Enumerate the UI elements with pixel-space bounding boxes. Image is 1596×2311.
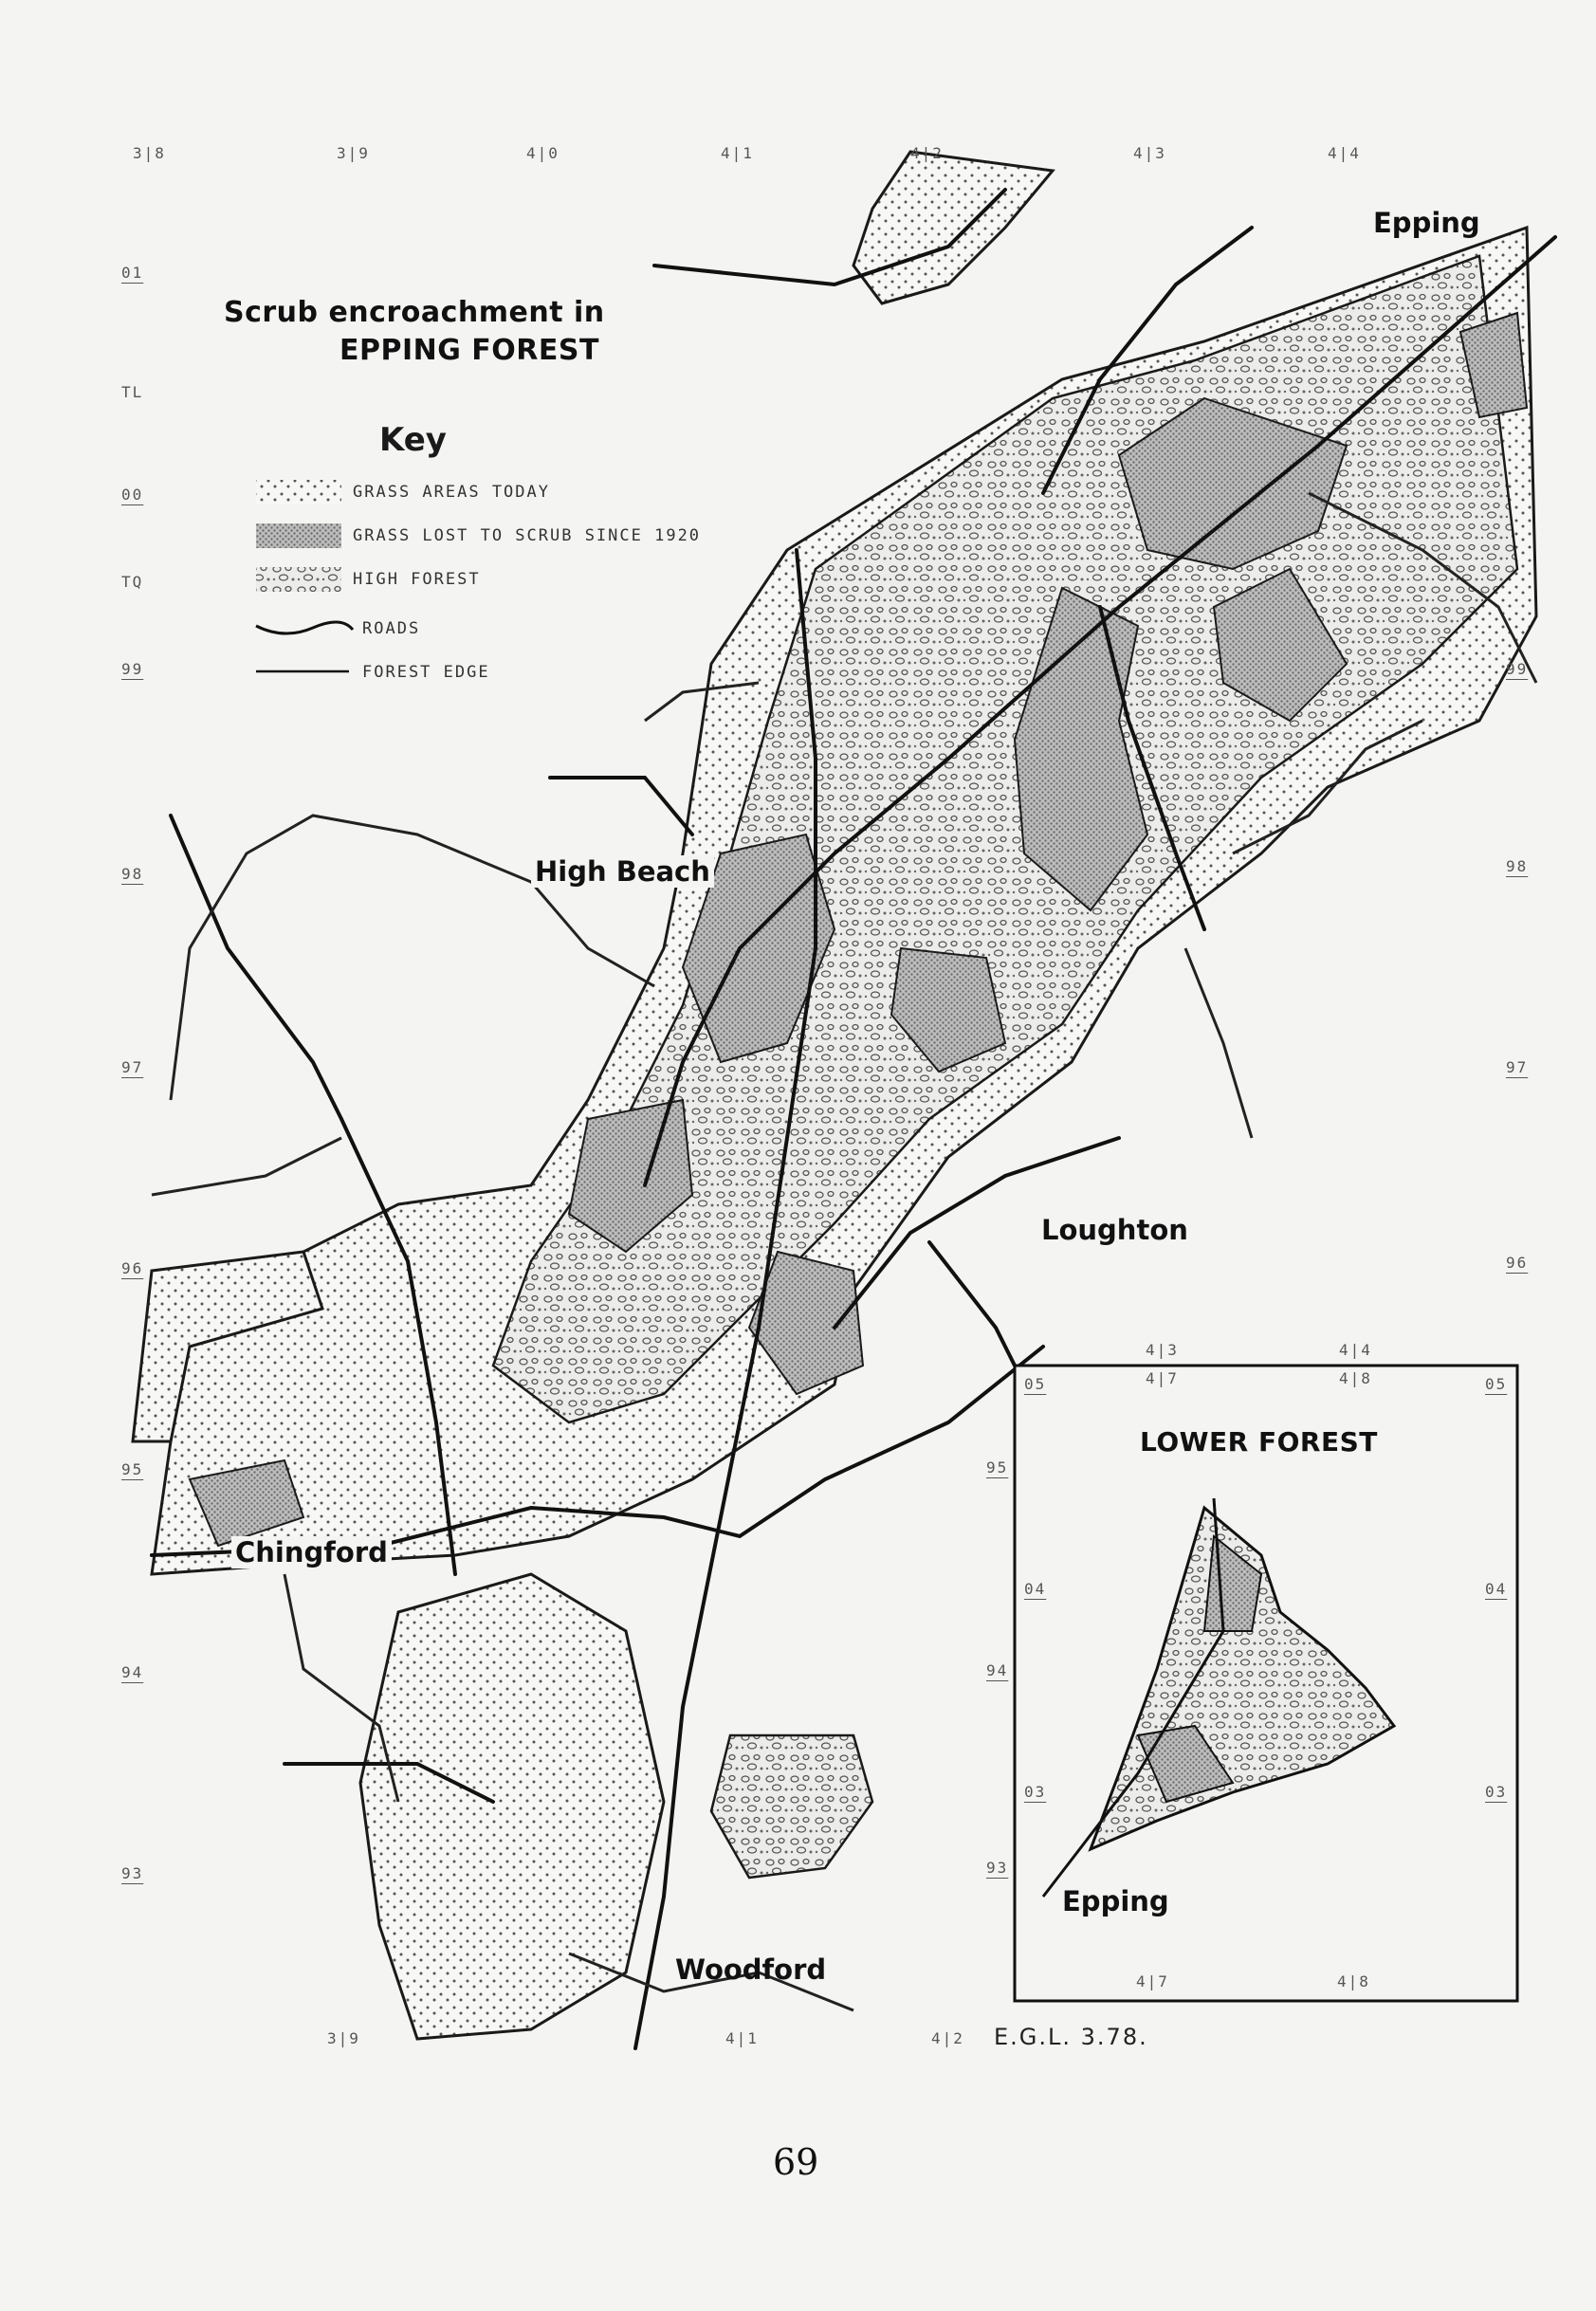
key-item-scrub [256,522,701,550]
inset-title: LOWER FOREST [1140,1426,1378,1458]
grid-ref-bottom: 4|2 [931,2029,964,2047]
grid-ref-bottom: 4|1 [725,2029,759,2047]
inset-grid-top-inner: 4|7 [1146,1369,1179,1387]
grid-ref-top: 4|2 [910,144,944,162]
inset-grid-right: 05 [1485,1375,1508,1393]
inset-grid-top-inner: 4|8 [1339,1369,1372,1387]
inset-grid-left-inner: 04 [1024,1580,1047,1598]
key-label: GRASS LOST TO SCRUB SINCE 1920 [353,526,702,545]
grid-ref-left: 01 [121,264,144,282]
forest-edge [1185,948,1252,1138]
inset-grid-left-outer: 94 [986,1661,1009,1679]
grid-ref-left: 94 [121,1663,144,1681]
inset-grid-left-outer: 95 [986,1458,1009,1476]
grid-ref-top: 4|0 [526,144,560,162]
grid-ref-left: 93 [121,1864,144,1882]
pebble-pattern-icon [256,567,341,592]
grid-ref-left: 95 [121,1460,144,1478]
inset-grid-top-outer: 4|3 [1146,1341,1179,1359]
inset-grid-left-outer: 93 [986,1859,1009,1877]
place-label-woodford: Woodford [675,1953,827,1986]
road [929,1242,1024,1385]
stipple-icon [256,480,341,504]
grid-ref-top: 4|1 [721,144,754,162]
curved-line-icon [256,616,351,641]
inset-grid-top-outer: 4|4 [1339,1341,1372,1359]
key-title: Key [379,421,447,459]
grid-ref-left: 99 [121,660,144,678]
map-title-line1: Scrub encroachment in [224,296,605,329]
dense-stipple-icon [256,523,341,548]
grid-ref-left: 00 [121,486,144,504]
key-label: HIGH FOREST [353,570,481,589]
grass-area-south [360,1574,664,2039]
inset-grid-left-inner: 03 [1024,1783,1047,1801]
road [171,816,341,1119]
grid-ref-bottom: 3|9 [327,2029,360,2047]
grid-ref-right: 96 [1506,1254,1529,1272]
grid-ref-left: 96 [121,1259,144,1277]
key-label: GRASS AREAS TODAY [353,483,550,502]
key-item-grass [256,478,550,506]
key-item-forest [256,565,481,594]
road [550,778,692,835]
grid-ref-left: 98 [121,865,144,883]
place-label-chingford: Chingford [231,1536,392,1568]
inset-place-epping: Epping [1062,1885,1169,1917]
inset-grid-bottom: 4|7 [1136,1972,1169,1990]
map-title-line2: EPPING FOREST [339,334,599,367]
grid-ref-top: 4|3 [1133,144,1166,162]
inset-grid-right: 04 [1485,1580,1508,1598]
key-item-roads [256,614,420,643]
inset-grid-left-inner: 05 [1024,1375,1047,1393]
high-forest-south [711,1735,872,1878]
key-item-edge [256,658,490,687]
grid-ref-top: 3|8 [133,144,166,162]
place-label-high-beach: High Beach [531,855,714,888]
place-label-loughton: Loughton [1041,1214,1188,1246]
grid-ref-right: 97 [1506,1058,1529,1076]
page-number: 69 [773,2141,819,2183]
key-label: FOREST EDGE [362,663,490,682]
grid-ref-top: 3|9 [337,144,370,162]
grid-ref-left: TQ [121,573,144,591]
inset-grid-bottom: 4|8 [1337,1972,1370,1990]
key-label: ROADS [362,619,421,638]
grid-ref-right: 99 [1506,660,1529,678]
author-signature: E.G.L. 3.78. [994,2024,1148,2050]
grid-ref-top: 4|4 [1328,144,1361,162]
high-forest [493,256,1517,1422]
inset-grid-right: 03 [1485,1783,1508,1801]
forest-edge [152,1138,341,1195]
grass-area-north [853,152,1053,303]
place-label-epping: Epping [1373,207,1480,239]
grid-ref-left: 97 [121,1058,144,1076]
grid-ref-left: TL [121,383,144,401]
grid-ref-right: 98 [1506,857,1529,875]
straight-line-icon [256,660,351,685]
